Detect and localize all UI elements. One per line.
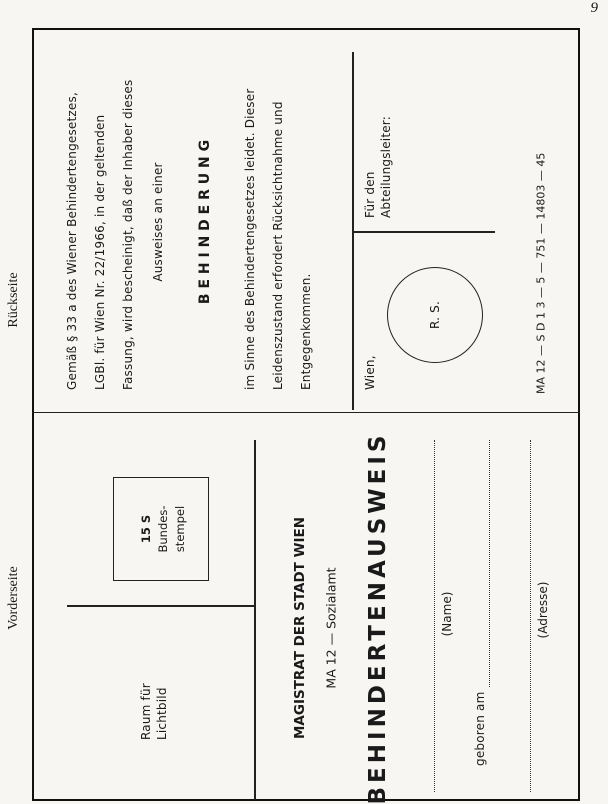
fold-divider bbox=[32, 412, 580, 413]
photo-label-line-2: Lichtbild bbox=[155, 687, 169, 740]
page-number: 9 bbox=[590, 0, 598, 16]
form-code: MA 12 — S D 1 3 — 5 — 751 — 14803 — 45 bbox=[534, 152, 548, 394]
stamp-line-3: stempel bbox=[173, 505, 187, 553]
front-side-label: Vorderseite bbox=[6, 566, 21, 630]
signatory-line-1: Für den bbox=[363, 171, 377, 218]
name-caption: (Name) bbox=[440, 591, 454, 637]
photo-area-hline bbox=[67, 605, 255, 607]
card-title: BEHINDERTENAUSWEIS bbox=[365, 431, 391, 804]
photo-label-line-1: Raum für bbox=[139, 683, 153, 740]
back-text-line-7: Entgegenkommen. bbox=[299, 273, 313, 390]
back-text-line-5: im Sinne des Behindertengesetzes leidet. Dieser bbox=[243, 88, 257, 390]
place-label: Wien, bbox=[363, 355, 377, 390]
name-field-line bbox=[434, 440, 435, 792]
seal-label: R. S. bbox=[428, 301, 442, 329]
stamp-line-2: Bundes- bbox=[156, 505, 170, 553]
back-text-line-2: LGBl. für Wien Nr. 22/1966, in der geltenden bbox=[93, 114, 107, 390]
issuing-authority: MAGISTRAT DER STADT WIEN bbox=[292, 516, 308, 740]
photo-area-vline bbox=[254, 440, 256, 800]
back-text-line-4: Ausweises an einer bbox=[151, 162, 165, 282]
department-name: MA 12 — Sozialamt bbox=[323, 567, 339, 689]
signature-area-hline bbox=[352, 231, 495, 233]
birth-date-field-line bbox=[489, 440, 490, 687]
signatory-line-2: Abteilungsleiter: bbox=[379, 116, 393, 218]
back-text-line-3: Fassung, wird bescheinigt, daß der Inhaber dieses bbox=[121, 79, 135, 390]
back-side-label: Rückseite bbox=[6, 272, 21, 328]
back-text-line-1: Gemäß § 33 a des Wiener Behindertengesetzes, bbox=[65, 92, 79, 390]
back-text-line-6: Leidenszustand erfordert Rücksichtnahme und bbox=[271, 101, 285, 390]
address-field-line bbox=[530, 440, 531, 792]
address-caption: (Adresse) bbox=[536, 581, 550, 639]
stamp-fee: 15 S bbox=[139, 514, 153, 544]
birth-date-label: geboren am bbox=[473, 691, 487, 766]
disability-heading: B E H I N D E R U N G bbox=[197, 139, 213, 305]
